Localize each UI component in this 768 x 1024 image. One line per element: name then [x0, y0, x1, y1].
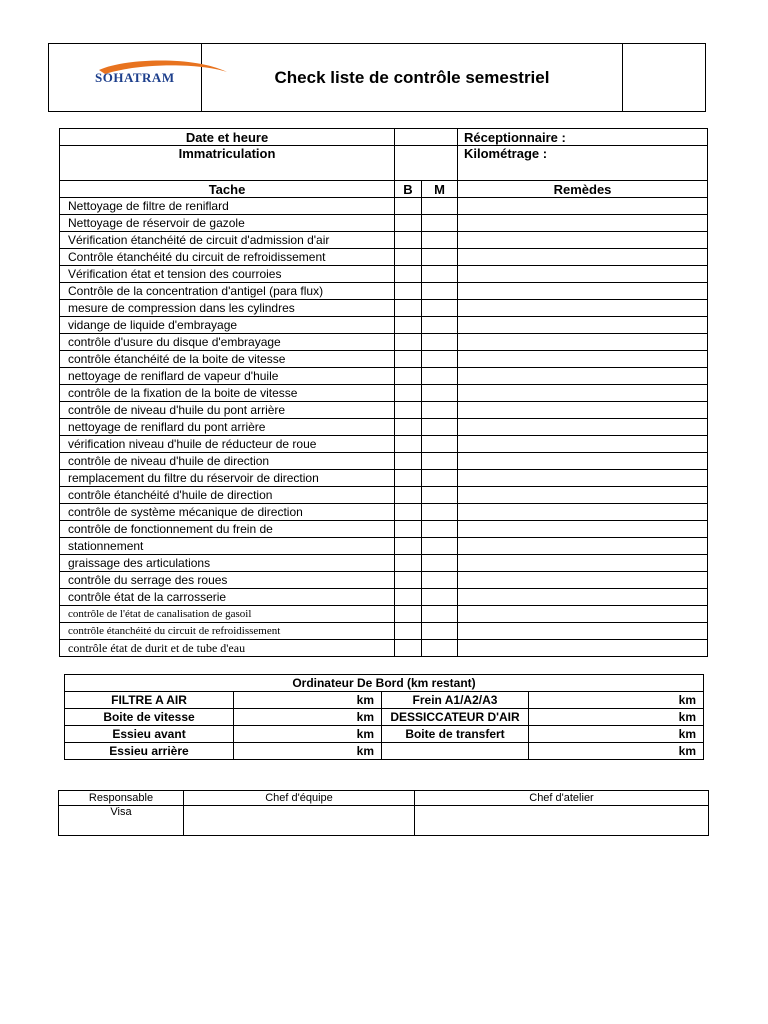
chef-equipe-signature-field[interactable] [184, 806, 415, 836]
task-row [60, 470, 708, 487]
signature-table [58, 790, 709, 836]
sohatram-logo [95, 56, 229, 96]
m-checkbox-cell[interactable] [422, 334, 458, 351]
task-label: Nettoyage de réservoir de gazole [60, 215, 395, 232]
m-checkbox-cell[interactable] [422, 487, 458, 504]
task-label: Vérification état et tension des courroies [60, 266, 395, 283]
chef-atelier-header: Chef d'atelier [415, 791, 709, 806]
m-checkbox-cell[interactable] [422, 215, 458, 232]
b-checkbox-cell[interactable] [395, 300, 422, 317]
obd-right-label: DESSICCATEUR D'AIR [382, 709, 529, 726]
remedes-field[interactable] [458, 300, 708, 317]
m-checkbox-cell[interactable] [422, 266, 458, 283]
m-checkbox-cell[interactable] [422, 606, 458, 623]
task-label: contrôle état de la carrosserie [60, 589, 395, 606]
task-row [60, 436, 708, 453]
task-label: Contrôle étanchéité du circuit de refroidissement [60, 249, 395, 266]
b-checkbox-cell[interactable] [395, 266, 422, 283]
b-checkbox-cell[interactable] [395, 538, 422, 555]
remedes-field[interactable] [458, 640, 708, 657]
column-header-remedes: Remèdes [458, 181, 708, 198]
remedes-field[interactable] [458, 385, 708, 402]
remedes-field[interactable] [458, 368, 708, 385]
m-checkbox-cell[interactable] [422, 419, 458, 436]
remedes-field[interactable] [458, 283, 708, 300]
task-label: vérification niveau d'huile de réducteur de roue [60, 436, 395, 453]
obd-row [65, 726, 704, 743]
task-label: contrôle étanchéité d'huile de direction [60, 487, 395, 504]
remedes-field[interactable] [458, 419, 708, 436]
task-row [60, 334, 708, 351]
task-row [60, 623, 708, 640]
task-row [60, 232, 708, 249]
task-label: contrôle de niveau d'huile du pont arrière [60, 402, 395, 419]
task-label: contrôle de la fixation de la boite de vitesse [60, 385, 395, 402]
m-checkbox-cell[interactable] [422, 351, 458, 368]
remedes-field[interactable] [458, 402, 708, 419]
remedes-field[interactable] [458, 487, 708, 504]
b-checkbox-cell[interactable] [395, 606, 422, 623]
task-row [60, 198, 708, 215]
b-checkbox-cell[interactable] [395, 334, 422, 351]
remedes-field[interactable] [458, 317, 708, 334]
b-checkbox-cell[interactable] [395, 351, 422, 368]
logo-text: SOHATRAM [95, 70, 175, 85]
obd-left-km-field[interactable]: km [234, 743, 382, 760]
remedes-field[interactable] [458, 266, 708, 283]
b-checkbox-cell[interactable] [395, 419, 422, 436]
obd-left-km-field[interactable]: km [234, 692, 382, 709]
task-row [60, 606, 708, 623]
m-checkbox-cell[interactable] [422, 640, 458, 657]
task-row [60, 385, 708, 402]
task-label: contrôle du serrage des roues [60, 572, 395, 589]
remedes-field[interactable] [458, 249, 708, 266]
remedes-field[interactable] [458, 436, 708, 453]
remedes-field[interactable] [458, 232, 708, 249]
obd-right-km-field[interactable]: km [529, 726, 704, 743]
task-row [60, 589, 708, 606]
task-row [60, 283, 708, 300]
b-checkbox-cell[interactable] [395, 487, 422, 504]
task-row [60, 368, 708, 385]
task-label: graissage des articulations [60, 555, 395, 572]
responsable-header: Responsable [59, 791, 184, 806]
task-label: mesure de compression dans les cylindres [60, 300, 395, 317]
obd-right-label [382, 743, 529, 760]
task-label: contrôle de l'état de canalisation de gasoil [60, 606, 395, 623]
b-checkbox-cell[interactable] [395, 317, 422, 334]
remedes-field[interactable] [458, 215, 708, 232]
task-row [60, 487, 708, 504]
kilometrage-label: Kilométrage : [458, 146, 708, 181]
remedes-field[interactable] [458, 589, 708, 606]
b-checkbox-cell[interactable] [395, 402, 422, 419]
task-label: contrôle de système mécanique de direction [60, 504, 395, 521]
m-checkbox-cell[interactable] [422, 283, 458, 300]
column-header-tache: Tache [60, 181, 395, 198]
m-checkbox-cell[interactable] [422, 198, 458, 215]
remedes-field[interactable] [458, 623, 708, 640]
remedes-field[interactable] [458, 351, 708, 368]
task-row [60, 555, 708, 572]
obd-right-km-field[interactable]: km [529, 692, 704, 709]
task-label: contrôle étanchéité du circuit de refroidissement [60, 623, 395, 640]
obd-right-km-field[interactable]: km [529, 743, 704, 760]
chef-atelier-signature-field[interactable] [415, 806, 709, 836]
b-checkbox-cell[interactable] [395, 640, 422, 657]
visa-label: Visa [59, 806, 184, 836]
remedes-field[interactable] [458, 453, 708, 470]
date-value-field[interactable] [395, 129, 458, 146]
task-list [60, 198, 708, 657]
obd-left-label: FILTRE A AIR [65, 692, 234, 709]
remedes-field[interactable] [458, 538, 708, 555]
remedes-field[interactable] [458, 572, 708, 589]
receptionnaire-label: Réceptionnaire : [458, 129, 708, 146]
task-row [60, 402, 708, 419]
m-checkbox-cell[interactable] [422, 572, 458, 589]
b-checkbox-cell[interactable] [395, 232, 422, 249]
task-row [60, 249, 708, 266]
remedes-field[interactable] [458, 606, 708, 623]
task-label: contrôle état de durit et de tube d'eau [60, 640, 395, 657]
ordinateur-title: Ordinateur De Bord (km restant) [65, 675, 704, 692]
b-checkbox-cell[interactable] [395, 572, 422, 589]
obd-left-label: Essieu arrière [65, 743, 234, 760]
m-checkbox-cell[interactable] [422, 402, 458, 419]
b-checkbox-cell[interactable] [395, 368, 422, 385]
m-checkbox-cell[interactable] [422, 521, 458, 538]
page-title: Check liste de contrôle semestriel [202, 44, 623, 112]
obd-row [65, 709, 704, 726]
task-label: contrôle étanchéité de la boite de vitesse [60, 351, 395, 368]
column-header-b: B [395, 181, 422, 198]
m-checkbox-cell[interactable] [422, 368, 458, 385]
obd-right-km-field[interactable]: km [529, 709, 704, 726]
task-label: contrôle d'usure du disque d'embrayage [60, 334, 395, 351]
obd-left-km-field[interactable]: km [234, 726, 382, 743]
m-checkbox-cell[interactable] [422, 589, 458, 606]
task-label: nettoyage de reniflard de vapeur d'huile [60, 368, 395, 385]
task-row [60, 504, 708, 521]
b-checkbox-cell[interactable] [395, 453, 422, 470]
ordinateur-de-bord-table [64, 674, 704, 760]
m-checkbox-cell[interactable] [422, 623, 458, 640]
task-row [60, 521, 708, 538]
header-blank-cell [623, 44, 706, 112]
immatriculation-value-field[interactable] [395, 146, 458, 181]
obd-left-label: Essieu avant [65, 726, 234, 743]
chef-equipe-header: Chef d'équipe [184, 791, 415, 806]
task-row [60, 640, 708, 657]
task-row [60, 300, 708, 317]
b-checkbox-cell[interactable] [395, 555, 422, 572]
checklist-table [59, 128, 708, 657]
m-checkbox-cell[interactable] [422, 538, 458, 555]
task-row [60, 572, 708, 589]
task-label: Contrôle de la concentration d'antigel (para flux) [60, 283, 395, 300]
remedes-field[interactable] [458, 521, 708, 538]
b-checkbox-cell[interactable] [395, 504, 422, 521]
obd-right-label: Boite de transfert [382, 726, 529, 743]
m-checkbox-cell[interactable] [422, 436, 458, 453]
m-checkbox-cell[interactable] [422, 249, 458, 266]
b-checkbox-cell[interactable] [395, 283, 422, 300]
task-row [60, 453, 708, 470]
task-row [60, 538, 708, 555]
b-checkbox-cell[interactable] [395, 521, 422, 538]
task-label: contrôle de niveau d'huile de direction [60, 453, 395, 470]
task-row [60, 419, 708, 436]
date-label: Date et heure [60, 129, 395, 146]
b-checkbox-cell[interactable] [395, 385, 422, 402]
task-label: Vérification étanchéité de circuit d'admission d'air [60, 232, 395, 249]
task-row [60, 351, 708, 368]
task-label: stationnement [60, 538, 395, 555]
m-checkbox-cell[interactable] [422, 385, 458, 402]
task-label: remplacement du filtre du réservoir de direction [60, 470, 395, 487]
task-label: Nettoyage de filtre de reniflard [60, 198, 395, 215]
document-header [48, 43, 706, 112]
m-checkbox-cell[interactable] [422, 470, 458, 487]
m-checkbox-cell[interactable] [422, 504, 458, 521]
b-checkbox-cell[interactable] [395, 215, 422, 232]
b-checkbox-cell[interactable] [395, 249, 422, 266]
b-checkbox-cell[interactable] [395, 198, 422, 215]
b-checkbox-cell[interactable] [395, 589, 422, 606]
task-label: vidange de liquide d'embrayage [60, 317, 395, 334]
m-checkbox-cell[interactable] [422, 453, 458, 470]
obd-row [65, 743, 704, 760]
column-header-row [60, 181, 708, 198]
remedes-field[interactable] [458, 334, 708, 351]
obd-right-label: Frein A1/A2/A3 [382, 692, 529, 709]
task-label: contrôle de fonctionnement du frein de [60, 521, 395, 538]
obd-row [65, 692, 704, 709]
m-checkbox-cell[interactable] [422, 232, 458, 249]
immatriculation-label: Immatriculation [60, 146, 395, 181]
task-row [60, 215, 708, 232]
obd-left-label: Boite de vitesse [65, 709, 234, 726]
remedes-field[interactable] [458, 504, 708, 521]
logo-cell [49, 44, 202, 112]
b-checkbox-cell[interactable] [395, 436, 422, 453]
task-row [60, 317, 708, 334]
remedes-field[interactable] [458, 470, 708, 487]
remedes-field[interactable] [458, 555, 708, 572]
obd-left-km-field[interactable]: km [234, 709, 382, 726]
m-checkbox-cell[interactable] [422, 300, 458, 317]
b-checkbox-cell[interactable] [395, 623, 422, 640]
m-checkbox-cell[interactable] [422, 317, 458, 334]
task-row [60, 266, 708, 283]
remedes-field[interactable] [458, 198, 708, 215]
column-header-m: M [422, 181, 458, 198]
task-label: nettoyage de reniflard du pont arrière [60, 419, 395, 436]
m-checkbox-cell[interactable] [422, 555, 458, 572]
b-checkbox-cell[interactable] [395, 470, 422, 487]
